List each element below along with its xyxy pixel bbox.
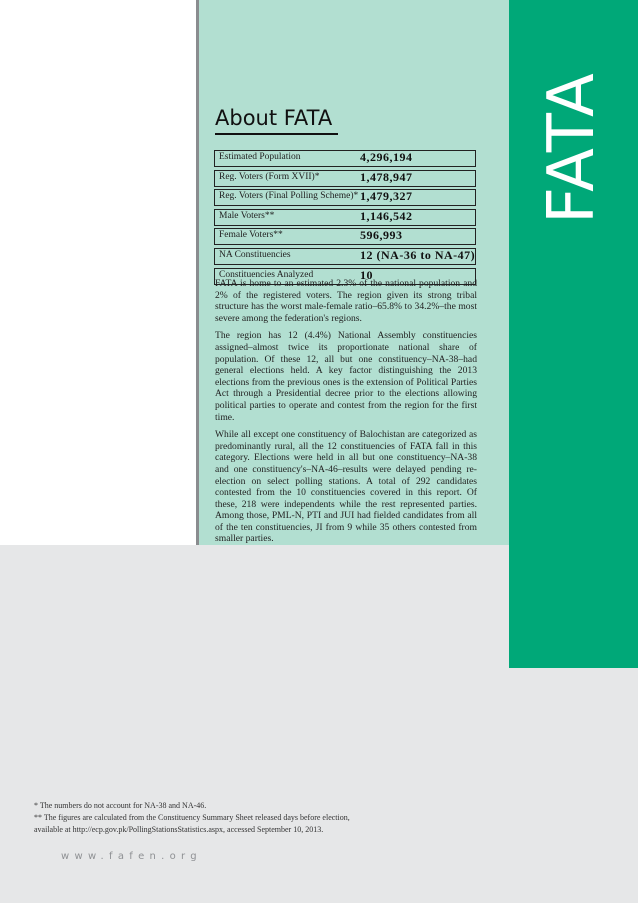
stats-row — [214, 189, 476, 206]
stat-label: Female Voters** — [219, 230, 283, 241]
paragraph: While all except one constituency of Balochistan are categorized as predominantly rural, all the 12 constituencies of FATA fall in this category. Elections were held in all but one constituency–NA-38 and one constituency's–NA-46–results were delayed pending re-election on select polling stations. A total of 292 candidates contested from the 10 constituencies covered in this report. Of these, 218 were independents while the rest represented parties. Among those, PML-N, PTI and JUI had fielded candidates from all of the ten constituencies, JI from 9 while 35 others contested from smaller parties. — [215, 429, 477, 545]
footnotes — [34, 800, 594, 836]
title-underline — [215, 133, 338, 135]
side-title: FATA — [535, 72, 609, 224]
footnote: * The numbers do not account for NA-38 and NA-46. — [34, 801, 207, 810]
stat-value: 1,479,327 — [360, 189, 413, 204]
stats-row — [214, 248, 476, 265]
stat-label: Reg. Voters (Final Polling Scheme)* — [219, 191, 359, 202]
stat-value: 12 (NA-36 to NA-47) — [360, 247, 476, 262]
website-url: www.fafen.org — [61, 851, 202, 862]
footnote: ** The figures are calculated from the Constituency Summary Sheet released days before election, — [34, 813, 350, 822]
body-text — [215, 278, 477, 551]
left-white-panel — [0, 0, 196, 545]
stat-value: 1,146,542 — [360, 208, 413, 223]
stat-label: Reg. Voters (Form XVII)* — [219, 171, 320, 182]
stat-label: Male Voters** — [219, 210, 275, 221]
stat-value: 1,478,947 — [360, 169, 413, 184]
stat-label: Constituencies Analyzed — [219, 269, 314, 280]
stat-value: 10 — [360, 267, 373, 282]
stats-row — [214, 150, 476, 167]
stats-row — [214, 209, 476, 226]
paragraph: The region has 12 (4.4%) National Assembly constituencies assigned–almost twice its proportionate national share of population. Of these 12, all but one constituency–NA-38–had general elections held. A key factor distinguishing the 2013 elections from the previous ones is the extension of Political Parties Act through a Presidential decree prior to the elections allowing political parties to operate and contest from the region for the first time. — [215, 330, 477, 423]
footnote: available at http://ecp.gov.pk/PollingStationsStatistics.aspx, accessed September 10, 2013. — [34, 825, 324, 834]
stat-label: Estimated Population — [219, 152, 301, 162]
stats-row — [214, 170, 476, 187]
stat-value: 4,296,194 — [360, 150, 413, 164]
stats-table — [214, 150, 476, 287]
paragraph: FATA is home to an estimated 2.3% of the national population and 2% of the registered voters. The region given its strong tribal structure has the worst male-female ratio–65.8% to 34.2%–the most severe among the federation's regions. — [215, 278, 477, 324]
page-title: About FATA — [215, 106, 333, 130]
stat-value: 596,993 — [360, 228, 403, 243]
stats-row — [214, 228, 476, 245]
stat-label: NA Constituencies — [219, 249, 291, 260]
